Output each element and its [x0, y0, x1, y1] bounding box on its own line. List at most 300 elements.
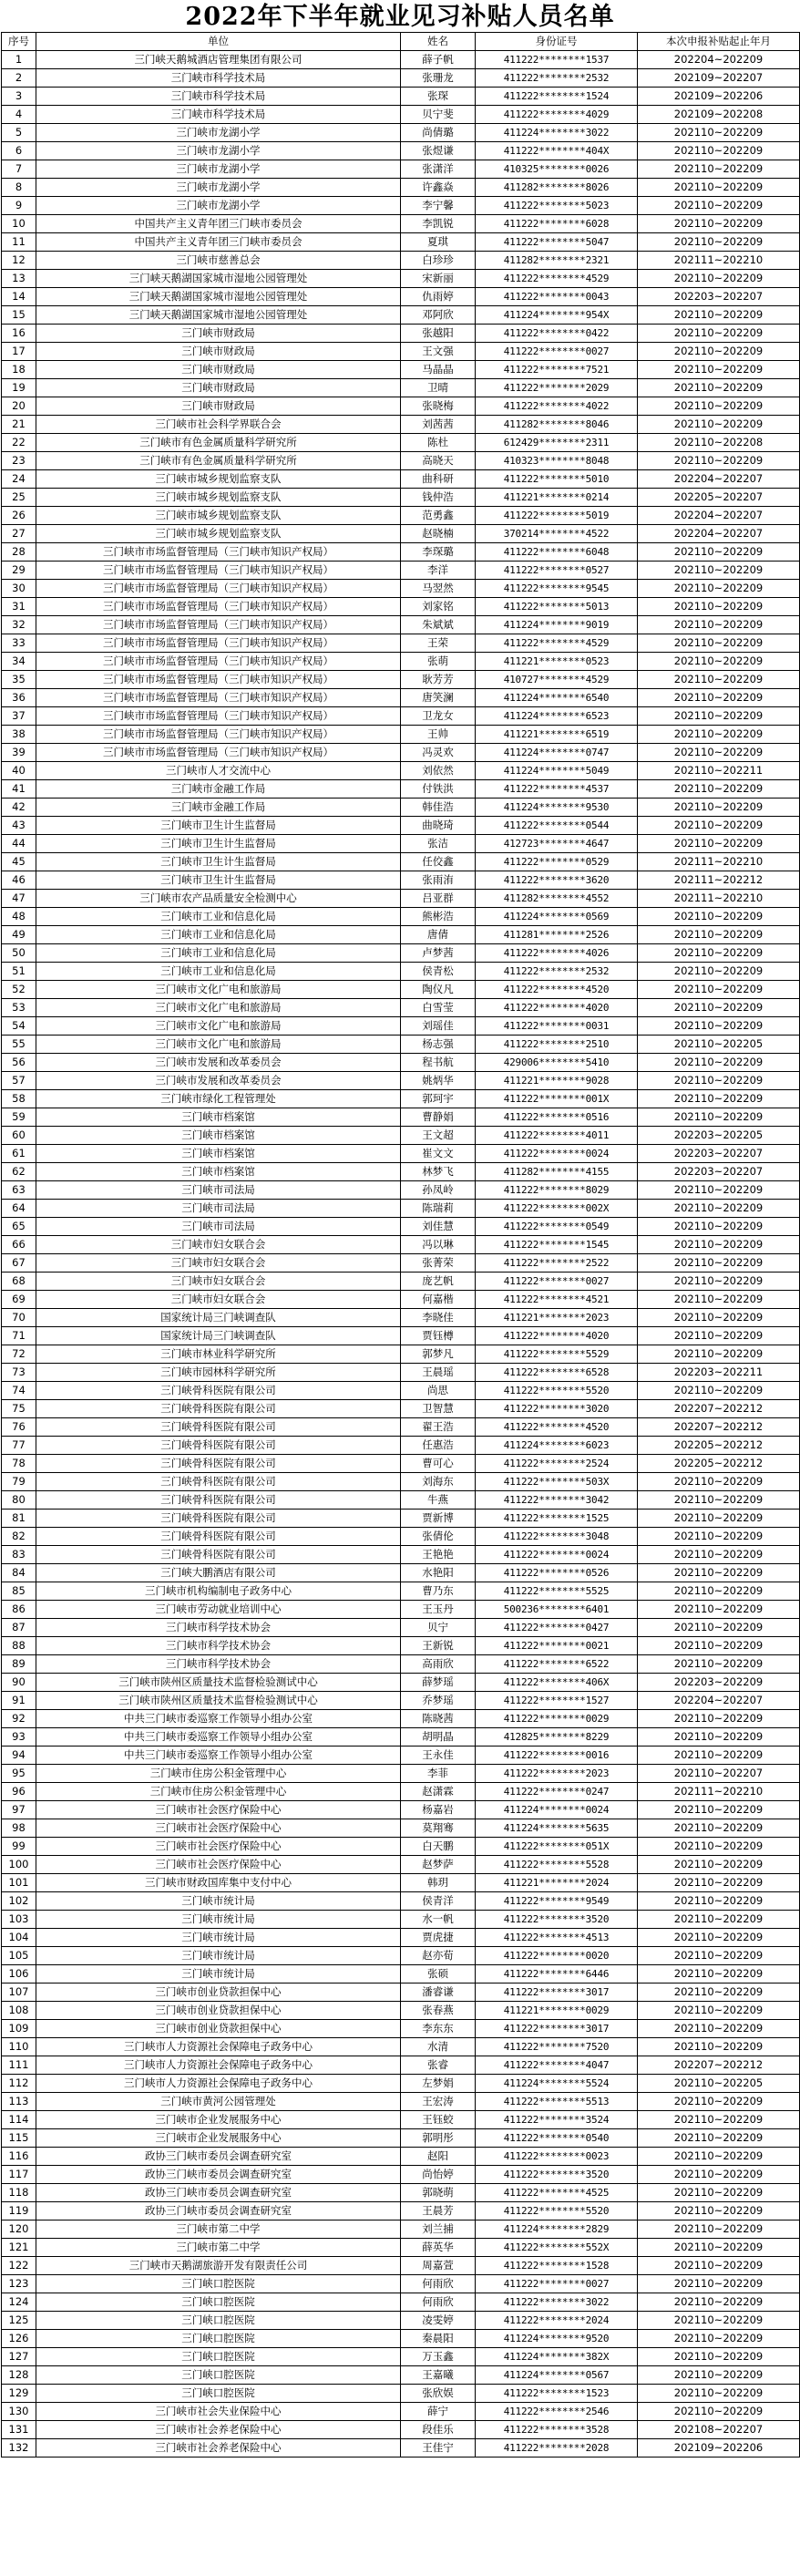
- table-row: [2, 1692, 800, 1710]
- cell-id-number: 411222********0527: [476, 562, 638, 580]
- cell-index: 101: [2, 1874, 36, 1892]
- cell-period: 202110~202209: [638, 1054, 800, 1072]
- cell-period: 202110~202209: [638, 2093, 800, 2111]
- cell-index: 118: [2, 2184, 36, 2202]
- cell-id-number: 411222********0020: [476, 1947, 638, 1965]
- cell-unit: 三门峡市文化广电和旅游局: [36, 1036, 401, 1054]
- cell-name: 范勇鑫: [401, 507, 476, 525]
- table-row: [2, 1108, 800, 1127]
- cell-id-number: 411222********0549: [476, 1218, 638, 1236]
- table-row: [2, 2348, 800, 2366]
- cell-id-number: 411222********0526: [476, 1564, 638, 1582]
- cell-unit: 三门峡市龙湖小学: [36, 124, 401, 142]
- cell-index: 95: [2, 1765, 36, 1783]
- table-row: [2, 1546, 800, 1564]
- cell-name: 潘睿谦: [401, 1984, 476, 2002]
- cell-id-number: 411224********0567: [476, 2366, 638, 2385]
- cell-period: 202110~202209: [638, 1327, 800, 1345]
- cell-period: 202110~202209: [638, 343, 800, 361]
- cell-unit: 三门峡市市场监督管理局（三门峡市知识产权局）: [36, 689, 401, 707]
- table-row: [2, 1382, 800, 1400]
- table-row: [2, 2275, 800, 2293]
- cell-period: 202110~202209: [638, 744, 800, 762]
- table-row: [2, 762, 800, 780]
- table-row: [2, 1984, 800, 2002]
- cell-period: 202110~202209: [638, 1181, 800, 1200]
- cell-name: 贝宁: [401, 1619, 476, 1637]
- cell-id-number: 411222********2532: [476, 69, 638, 88]
- table-row: [2, 1510, 800, 1528]
- cell-id-number: 411222********3620: [476, 871, 638, 890]
- cell-name: 陶仪凡: [401, 981, 476, 999]
- cell-id-number: 411222********5528: [476, 1856, 638, 1874]
- cell-unit: 三门峡市第二中学: [36, 2239, 401, 2257]
- cell-period: 202110~202209: [638, 1601, 800, 1619]
- table-row: [2, 944, 800, 963]
- cell-unit: 三门峡市社会医疗保险中心: [36, 1819, 401, 1838]
- table-row: [2, 1819, 800, 1838]
- cell-unit: 三门峡市文化广电和旅游局: [36, 1017, 401, 1036]
- cell-unit: 国家统计局三门峡调查队: [36, 1327, 401, 1345]
- cell-index: 27: [2, 525, 36, 543]
- cell-period: 202110~202209: [638, 1619, 800, 1637]
- cell-id-number: 411222********6048: [476, 543, 638, 562]
- cell-name: 郭明彤: [401, 2129, 476, 2148]
- cell-index: 19: [2, 379, 36, 397]
- cell-name: 贾钰樽: [401, 1327, 476, 1345]
- cell-id-number: 411222********5019: [476, 507, 638, 525]
- cell-name: 卫晴: [401, 379, 476, 397]
- cell-name: 高晓天: [401, 452, 476, 470]
- cell-id-number: 410323********8048: [476, 452, 638, 470]
- cell-period: 202110~202209: [638, 2239, 800, 2257]
- cell-index: 38: [2, 726, 36, 744]
- cell-id-number: 411222********6528: [476, 1364, 638, 1382]
- table-row: [2, 817, 800, 835]
- cell-unit: 三门峡市统计局: [36, 1929, 401, 1947]
- cell-name: 张琛: [401, 88, 476, 106]
- cell-id-number: 411222********3022: [476, 2293, 638, 2312]
- cell-unit: 三门峡市城乡规划监察支队: [36, 507, 401, 525]
- table-row: [2, 1801, 800, 1819]
- cell-id-number: 411222********1528: [476, 2257, 638, 2275]
- table-row: [2, 434, 800, 452]
- table-row: [2, 343, 800, 361]
- cell-id-number: 411222********5013: [476, 598, 638, 616]
- cell-period: 202110~202209: [638, 160, 800, 179]
- cell-index: 42: [2, 799, 36, 817]
- cell-index: 25: [2, 489, 36, 507]
- cell-id-number: 411222********0023: [476, 2148, 638, 2166]
- cell-index: 111: [2, 2056, 36, 2075]
- cell-period: 202111~202210: [638, 853, 800, 871]
- table-body: [2, 51, 800, 2458]
- cell-id-number: 411222********5010: [476, 470, 638, 489]
- cell-index: 131: [2, 2421, 36, 2439]
- cell-id-number: 411222********1524: [476, 88, 638, 106]
- table-row: [2, 288, 800, 306]
- cell-name: 刘兰捕: [401, 2221, 476, 2239]
- cell-period: 202108~202207: [638, 2421, 800, 2439]
- cell-unit: 中共三门峡市委巡察工作领导小组办公室: [36, 1728, 401, 1747]
- cell-name: 薛宁: [401, 2403, 476, 2421]
- cell-period: 202110~202209: [638, 1218, 800, 1236]
- cell-id-number: 411224********954X: [476, 306, 638, 325]
- cell-name: 王晨芳: [401, 2202, 476, 2221]
- cell-unit: 三门峡市科学技术局: [36, 106, 401, 124]
- cell-unit: 三门峡市卫生计生监督局: [36, 871, 401, 890]
- cell-id-number: 411221********2024: [476, 1874, 638, 1892]
- cell-name: 水一帆: [401, 1911, 476, 1929]
- table-row: [2, 2221, 800, 2239]
- cell-period: 202110~202209: [638, 1273, 800, 1291]
- cell-index: 129: [2, 2385, 36, 2403]
- cell-unit: 三门峡市住房公积金管理中心: [36, 1783, 401, 1801]
- cell-index: 83: [2, 1546, 36, 1564]
- table-row: [2, 1200, 800, 1218]
- table-row: [2, 1765, 800, 1783]
- cell-period: 202203~202207: [638, 288, 800, 306]
- cell-id-number: 410325********0026: [476, 160, 638, 179]
- table-row: [2, 1418, 800, 1437]
- cell-period: 202110~202209: [638, 179, 800, 197]
- cell-name: 白珍珍: [401, 252, 476, 270]
- table-row: [2, 397, 800, 416]
- cell-name: 邓阿欣: [401, 306, 476, 325]
- cell-index: 117: [2, 2166, 36, 2184]
- cell-id-number: 410727********4529: [476, 671, 638, 689]
- header-id-number: 身份证号: [476, 33, 638, 51]
- cell-index: 121: [2, 2239, 36, 2257]
- cell-period: 202110~202209: [638, 2002, 800, 2020]
- cell-id-number: 411281********2526: [476, 926, 638, 944]
- cell-index: 31: [2, 598, 36, 616]
- cell-index: 64: [2, 1200, 36, 1218]
- cell-id-number: 411224********6523: [476, 707, 638, 726]
- cell-period: 202110~202209: [638, 379, 800, 397]
- table-row: [2, 1473, 800, 1491]
- cell-name: 王新锐: [401, 1637, 476, 1655]
- cell-period: 202110~202209: [638, 908, 800, 926]
- table-row: [2, 1072, 800, 1090]
- cell-name: 乔梦瑶: [401, 1692, 476, 1710]
- cell-name: 曹可心: [401, 1455, 476, 1473]
- cell-period: 202110~202209: [638, 2166, 800, 2184]
- cell-id-number: 411224********5524: [476, 2075, 638, 2093]
- table-row: [2, 1601, 800, 1619]
- table-row: [2, 1236, 800, 1254]
- cell-name: 薛梦瑶: [401, 1674, 476, 1692]
- cell-name: 夏琪: [401, 233, 476, 252]
- cell-index: 76: [2, 1418, 36, 1437]
- cell-name: 杨嘉岩: [401, 1801, 476, 1819]
- document-title: 2022年下半年就业见习补贴人员名单: [185, 3, 615, 31]
- cell-name: 贾新博: [401, 1510, 476, 1528]
- table-row: [2, 981, 800, 999]
- cell-id-number: 411222********9549: [476, 1892, 638, 1911]
- table-row: [2, 1874, 800, 1892]
- cell-unit: 三门峡市文化广电和旅游局: [36, 981, 401, 999]
- cell-period: 202110~202209: [638, 1382, 800, 1400]
- table-row: [2, 1674, 800, 1692]
- cell-name: 白雪莹: [401, 999, 476, 1017]
- cell-index: 57: [2, 1072, 36, 1090]
- cell-unit: 三门峡市统计局: [36, 1947, 401, 1965]
- cell-period: 202110~202209: [638, 2293, 800, 2312]
- cell-id-number: 411222********3048: [476, 1528, 638, 1546]
- cell-name: 凌雯婷: [401, 2312, 476, 2330]
- cell-id-number: 411222********1545: [476, 1236, 638, 1254]
- cell-period: 202204~202209: [638, 51, 800, 69]
- cell-unit: 三门峡口腔医院: [36, 2366, 401, 2385]
- cell-index: 12: [2, 252, 36, 270]
- cell-index: 122: [2, 2257, 36, 2275]
- cell-index: 39: [2, 744, 36, 762]
- cell-name: 张睿: [401, 2056, 476, 2075]
- cell-period: 202110~202209: [638, 2330, 800, 2348]
- table-row: [2, 197, 800, 215]
- table-header-row: [2, 33, 800, 51]
- table-row: [2, 2093, 800, 2111]
- cell-index: 104: [2, 1929, 36, 1947]
- cell-period: 202110~202209: [638, 1838, 800, 1856]
- cell-name: 张潇洋: [401, 160, 476, 179]
- cell-period: 202110~202209: [638, 1856, 800, 1874]
- cell-name: 冯以琳: [401, 1236, 476, 1254]
- cell-unit: 三门峡骨科医院有限公司: [36, 1400, 401, 1418]
- cell-period: 202110~202209: [638, 2312, 800, 2330]
- cell-index: 2: [2, 69, 36, 88]
- cell-name: 曲科研: [401, 470, 476, 489]
- cell-id-number: 612429********2311: [476, 434, 638, 452]
- table-row: [2, 2148, 800, 2166]
- cell-id-number: 411224********0569: [476, 908, 638, 926]
- cell-id-number: 411282********4552: [476, 890, 638, 908]
- cell-index: 7: [2, 160, 36, 179]
- cell-name: 水清: [401, 2038, 476, 2056]
- cell-unit: 三门峡市统计局: [36, 1892, 401, 1911]
- cell-name: 刘瑶佳: [401, 1017, 476, 1036]
- cell-index: 123: [2, 2275, 36, 2293]
- cell-period: 202110~202209: [638, 1345, 800, 1364]
- cell-period: 202110~202209: [638, 1892, 800, 1911]
- cell-index: 119: [2, 2202, 36, 2221]
- cell-index: 74: [2, 1382, 36, 1400]
- cell-period: 202109~202206: [638, 2439, 800, 2458]
- table-row: [2, 634, 800, 653]
- cell-index: 41: [2, 780, 36, 799]
- cell-index: 53: [2, 999, 36, 1017]
- cell-unit: 三门峡市城乡规划监察支队: [36, 470, 401, 489]
- table-row: [2, 1145, 800, 1163]
- cell-id-number: 411222********5529: [476, 1345, 638, 1364]
- cell-index: 91: [2, 1692, 36, 1710]
- cell-id-number: 411222********5513: [476, 2093, 638, 2111]
- cell-period: 202110~202209: [638, 1911, 800, 1929]
- cell-period: 202111~202210: [638, 890, 800, 908]
- cell-name: 唐倩: [401, 926, 476, 944]
- cell-id-number: 411222********0027: [476, 1273, 638, 1291]
- cell-id-number: 411224********382X: [476, 2348, 638, 2366]
- cell-id-number: 411222********001X: [476, 1090, 638, 1108]
- cell-period: 202110~202209: [638, 1984, 800, 2002]
- cell-period: 202110~202209: [638, 1874, 800, 1892]
- cell-name: 卫龙女: [401, 707, 476, 726]
- cell-id-number: 411222********4020: [476, 1327, 638, 1345]
- table-row: [2, 926, 800, 944]
- cell-index: 5: [2, 124, 36, 142]
- cell-period: 202110~202209: [638, 726, 800, 744]
- cell-index: 17: [2, 343, 36, 361]
- cell-name: 程书航: [401, 1054, 476, 1072]
- table-row: [2, 2257, 800, 2275]
- table-row: [2, 1911, 800, 1929]
- cell-period: 202110~202209: [638, 142, 800, 160]
- cell-period: 202110~202209: [638, 707, 800, 726]
- table-row: [2, 707, 800, 726]
- cell-index: 89: [2, 1655, 36, 1674]
- cell-name: 姚炳华: [401, 1072, 476, 1090]
- cell-id-number: 411222********3020: [476, 1400, 638, 1418]
- cell-index: 81: [2, 1510, 36, 1528]
- cell-index: 120: [2, 2221, 36, 2239]
- table-row: [2, 1036, 800, 1054]
- cell-id-number: 411222********3017: [476, 1984, 638, 2002]
- cell-index: 58: [2, 1090, 36, 1108]
- cell-id-number: 411222********5525: [476, 1582, 638, 1601]
- cell-id-number: 411222********4537: [476, 780, 638, 799]
- cell-name: 李宁馨: [401, 197, 476, 215]
- table-row: [2, 1564, 800, 1582]
- cell-index: 30: [2, 580, 36, 598]
- table-row: [2, 252, 800, 270]
- cell-unit: 三门峡市科学技术协会: [36, 1655, 401, 1674]
- cell-period: 202110~202211: [638, 762, 800, 780]
- cell-name: 尚思: [401, 1382, 476, 1400]
- table-row: [2, 160, 800, 179]
- cell-id-number: 411222********4520: [476, 981, 638, 999]
- cell-id-number: 411222********3524: [476, 2111, 638, 2129]
- cell-id-number: 411222********5520: [476, 2202, 638, 2221]
- table-row: [2, 2166, 800, 2184]
- table-row: [2, 689, 800, 707]
- cell-period: 202110~202209: [638, 1108, 800, 1127]
- cell-name: 何雨欣: [401, 2275, 476, 2293]
- cell-index: 56: [2, 1054, 36, 1072]
- table-row: [2, 306, 800, 325]
- cell-unit: 中共三门峡市委巡察工作领导小组办公室: [36, 1710, 401, 1728]
- cell-index: 80: [2, 1491, 36, 1510]
- cell-index: 106: [2, 1965, 36, 1984]
- table-row: [2, 470, 800, 489]
- cell-unit: 三门峡市财政局: [36, 397, 401, 416]
- cell-name: 孙凤岭: [401, 1181, 476, 1200]
- cell-unit: 三门峡骨科医院有限公司: [36, 1510, 401, 1528]
- cell-id-number: 411222********2029: [476, 379, 638, 397]
- cell-period: 202110~202209: [638, 1236, 800, 1254]
- cell-index: 11: [2, 233, 36, 252]
- cell-unit: 三门峡市社会养老保险中心: [36, 2421, 401, 2439]
- cell-unit: 三门峡骨科医院有限公司: [36, 1437, 401, 1455]
- cell-id-number: 411222********2510: [476, 1036, 638, 1054]
- cell-unit: 三门峡市市场监督管理局（三门峡市知识产权局）: [36, 580, 401, 598]
- table-row: [2, 69, 800, 88]
- table-row: [2, 2056, 800, 2075]
- cell-name: 郭珂宇: [401, 1090, 476, 1108]
- cell-name: 许鑫焱: [401, 179, 476, 197]
- table-row: [2, 106, 800, 124]
- cell-index: 61: [2, 1145, 36, 1163]
- cell-period: 202110~202209: [638, 2038, 800, 2056]
- cell-index: 10: [2, 215, 36, 233]
- cell-id-number: 411222********404X: [476, 142, 638, 160]
- table-row: [2, 835, 800, 853]
- cell-name: 刘依然: [401, 762, 476, 780]
- cell-unit: 三门峡市林业科学研究所: [36, 1345, 401, 1364]
- cell-id-number: 411222********4020: [476, 999, 638, 1017]
- cell-index: 130: [2, 2403, 36, 2421]
- cell-name: 杨志强: [401, 1036, 476, 1054]
- cell-unit: 三门峡市绿化工程管理处: [36, 1090, 401, 1108]
- cell-period: 202204~202207: [638, 470, 800, 489]
- cell-period: 202110~202209: [638, 543, 800, 562]
- cell-period: 202110~202205: [638, 2075, 800, 2093]
- cell-id-number: 411222********0247: [476, 1783, 638, 1801]
- cell-period: 202109~202206: [638, 88, 800, 106]
- cell-name: 王文超: [401, 1127, 476, 1145]
- cell-unit: 三门峡市工业和信息化局: [36, 944, 401, 963]
- cell-index: 14: [2, 288, 36, 306]
- cell-unit: 三门峡市有色金属质量科学研究所: [36, 434, 401, 452]
- cell-unit: 三门峡市企业发展服务中心: [36, 2111, 401, 2129]
- cell-unit: 三门峡骨科医院有限公司: [36, 1546, 401, 1564]
- cell-unit: 三门峡骨科医院有限公司: [36, 1418, 401, 1437]
- cell-name: 刘家铭: [401, 598, 476, 616]
- table-row: [2, 179, 800, 197]
- cell-index: 69: [2, 1291, 36, 1309]
- cell-index: 48: [2, 908, 36, 926]
- cell-period: 202110~202209: [638, 653, 800, 671]
- table-row: [2, 2366, 800, 2385]
- cell-unit: 三门峡市住房公积金管理中心: [36, 1765, 401, 1783]
- cell-id-number: 411222********2524: [476, 1455, 638, 1473]
- cell-id-number: 411222********4529: [476, 270, 638, 288]
- cell-id-number: 411282********8046: [476, 416, 638, 434]
- cell-index: 45: [2, 853, 36, 871]
- cell-index: 96: [2, 1783, 36, 1801]
- cell-unit: 三门峡市劳动就业培训中心: [36, 1601, 401, 1619]
- cell-index: 67: [2, 1254, 36, 1273]
- cell-id-number: 411282********4155: [476, 1163, 638, 1181]
- table-row: [2, 2129, 800, 2148]
- cell-unit: 三门峡市卫生计生监督局: [36, 835, 401, 853]
- cell-index: 77: [2, 1437, 36, 1455]
- cell-period: 202110~202209: [638, 1564, 800, 1582]
- cell-unit: 三门峡市卫生计生监督局: [36, 817, 401, 835]
- cell-period: 202110~202209: [638, 1637, 800, 1655]
- cell-name: 张煜谦: [401, 142, 476, 160]
- cell-unit: 三门峡市妇女联合会: [36, 1236, 401, 1254]
- cell-unit: 三门峡骨科医院有限公司: [36, 1528, 401, 1546]
- cell-period: 202110~202209: [638, 2184, 800, 2202]
- cell-id-number: 411222********0027: [476, 2275, 638, 2293]
- cell-id-number: 411222********6446: [476, 1965, 638, 1984]
- table-row: [2, 2439, 800, 2458]
- cell-unit: 三门峡市社会医疗保险中心: [36, 1856, 401, 1874]
- cell-unit: 中国共产主义青年团三门峡市委员会: [36, 215, 401, 233]
- cell-id-number: 411222********552X: [476, 2239, 638, 2257]
- cell-index: 59: [2, 1108, 36, 1127]
